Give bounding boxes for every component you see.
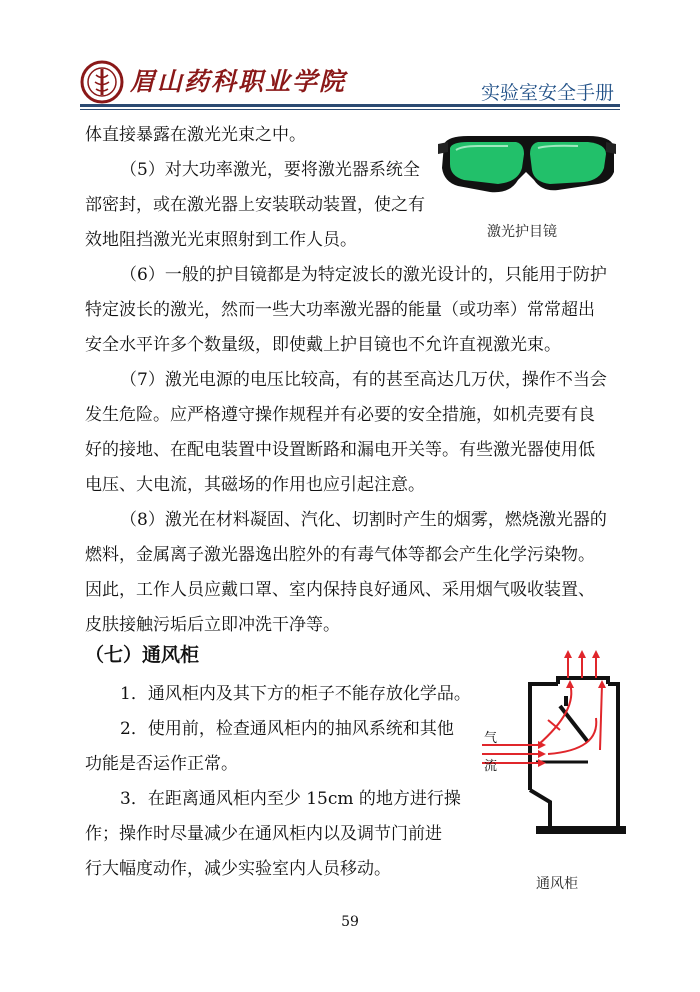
text-line: 部密封，或在激光器上安装联动装置，使之有: [85, 195, 425, 215]
goggles-caption: 激光护目镜: [487, 224, 557, 240]
text-line: 1．通风柜内及其下方的柜子不能存放化学品。: [120, 684, 471, 704]
paragraph-continuation: [85, 118, 306, 153]
airflow-label-line1: 气: [484, 731, 498, 746]
text-line: 发生危险。应严格遵守操作规程并有必要的安全措施，如机壳要有良: [85, 405, 595, 425]
text-line: 功能是否运作正常。: [85, 754, 238, 774]
header-divider: [80, 104, 620, 107]
text-line: 好的接地、在配电装置中设置断路和漏电开关等。有些激光器使用低: [85, 440, 595, 460]
text-line: （8）激光在材料凝固、汽化、切割时产生的烟雾，燃烧激光器的: [120, 510, 607, 530]
fume-hood-diagram: [478, 650, 628, 845]
text-line: （6）一般的护目镜都是为特定波长的激光设计的，只能用于防护: [120, 265, 607, 285]
text-line: 3．在距离通风柜内至少 15cm 的地方进行操: [120, 789, 461, 809]
text-line: 作；操作时尽量减少在通风柜内以及调节门前进: [85, 824, 442, 844]
airflow-label-line2: 流: [484, 759, 498, 774]
list-item-2: [85, 712, 454, 782]
text-line: 皮肤接触污垢后立即冲洗干净等。: [85, 615, 340, 635]
college-emblem-icon: [80, 60, 124, 104]
manual-title: 实验室安全手册: [480, 82, 614, 104]
paragraph-item-8: [85, 503, 607, 643]
text-line: 安全水平许多个数量级，即使戴上护目镜也不允许直视激光束。: [85, 335, 561, 355]
header-divider-thin: [80, 109, 620, 110]
text-line: 行大幅度动作，减少实验室内人员移动。: [85, 859, 391, 879]
text-line: （7）激光电源的电压比较高，有的甚至高达几万伏，操作不当会: [120, 370, 607, 390]
page-header: [0, 0, 700, 115]
text-line: 燃料，金属离子激光器逸出腔外的有毒气体等都会产生化学污染物。: [85, 545, 595, 565]
paragraph-item-7: [85, 363, 607, 503]
paragraph-item-5: [85, 153, 425, 258]
institution-logo-text: 眉山药科职业学院: [130, 67, 347, 96]
text-line: （5）对大功率激光，要将激光器系统全: [120, 160, 420, 180]
page-number: 59: [341, 914, 359, 930]
list-item-1: [85, 677, 471, 712]
text-line: 效地阻挡激光光束照射到工作人员。: [85, 230, 357, 250]
list-item-3: [85, 782, 461, 887]
text-line: 特定波长的激光，然而一些大功率激光器的能量（或功率）常常超出: [85, 300, 595, 320]
text-line: 因此，工作人员应戴口罩、室内保持良好通风、采用烟气吸收装置、: [85, 580, 595, 600]
text-line: 电压、大电流，其磁场的作用也应引起注意。: [85, 475, 425, 495]
section-heading: （七）通风柜: [85, 644, 200, 666]
paragraph-item-6: [85, 258, 607, 363]
text-line: 体直接暴露在激光光束之中。: [85, 125, 306, 145]
text-line: 2．使用前，检查通风柜内的抽风系统和其他: [120, 719, 454, 739]
fume-hood-caption: 通风柜: [536, 876, 578, 892]
laser-goggles-image: [438, 132, 616, 210]
